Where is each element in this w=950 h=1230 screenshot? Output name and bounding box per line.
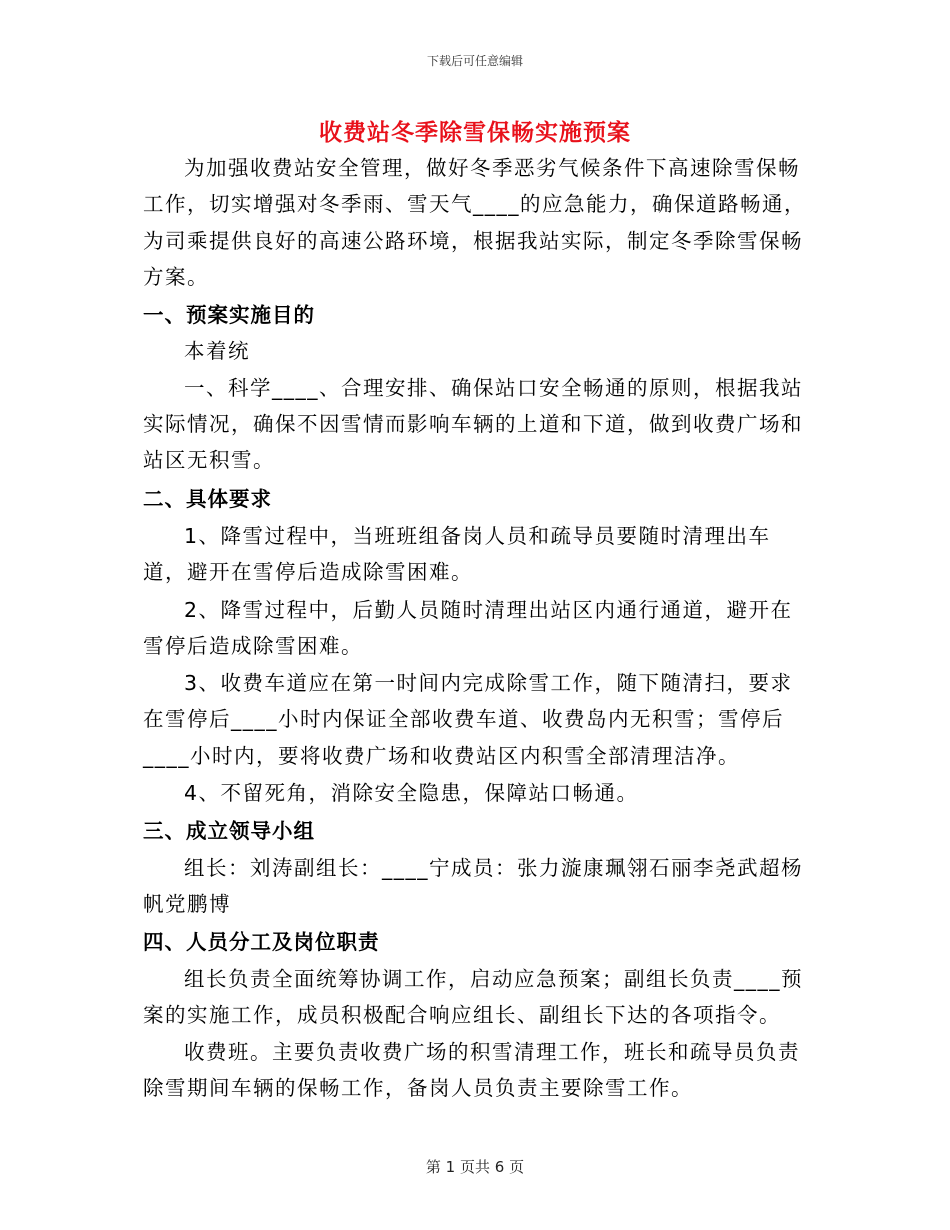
duty-paragraph-1: 组长负责全面统筹协调工作，启动应急预案；副组长负责____预案的实施工作，成员积极配合响应组长、副组长下达的各项指令。 (143, 966, 803, 1027)
requirement-item-3: 3、收费车道应在第一时间内完成除雪工作，随下随清扫，要求在雪停后____小时内保证全部收费车道、收费岛内无积雪；雪停后____小时内，要将收费广场和收费站区内积雪全部清理洁净。 (143, 671, 793, 768)
document-body (143, 150, 813, 1107)
section1-line-1: 本着统 (184, 339, 250, 364)
page-footer: 第 1 页共 6 页 (425, 1158, 525, 1176)
document-title: 收费站冬季除雪保畅实施预案 (319, 120, 631, 146)
requirement-item-4: 4、不留死角，消除安全隐患，保障站口畅通。 (184, 781, 639, 806)
section-heading-4: 四、人员分工及岗位职责 (143, 930, 380, 955)
requirement-item-2: 2、降雪过程中，后勤人员随时清理出站区内通行通道，避开在雪停后造成除雪困难。 (143, 597, 793, 658)
intro-paragraph: 为加强收费站安全管理，做好冬季恶劣气候条件下高速除雪保畅工作，切实增强对冬季雨、雪天气____的应急能力，确保道路畅通，为司乘提供良好的高速公路环境，根据我站实际，制定冬季除雪保畅方案。 (143, 156, 806, 289)
duty-paragraph-2: 收费班。主要负责收费广场的积雪清理工作，班长和疏导员负责除雪期间车辆的保畅工作，备岗人员负责主要除雪工作。 (143, 1040, 800, 1101)
header-note: 下载后可任意编辑 (426, 54, 523, 68)
section1-line-2: 一、科学____、合理安排、确保站口安全畅通的原则，根据我站实际情况，确保不因雪情而影响车辆的上道和下道，做到收费广场和站区无积雪。 (143, 375, 803, 473)
requirement-item-1: 1、降雪过程中，当班班组备岗人员和疏导员要随时清理出车道，避开在雪停后造成除雪困难。 (143, 523, 771, 585)
section-heading-2: 二、具体要求 (143, 486, 272, 511)
section-heading-3: 三、成立领导小组 (143, 819, 315, 844)
leadership-members: 组长：刘涛副组长：____宁成员：张力漩康珮翎石丽李尧武超杨帆党鹏博 (143, 855, 803, 916)
section-heading-1: 一、预案实施目的 (143, 303, 315, 328)
